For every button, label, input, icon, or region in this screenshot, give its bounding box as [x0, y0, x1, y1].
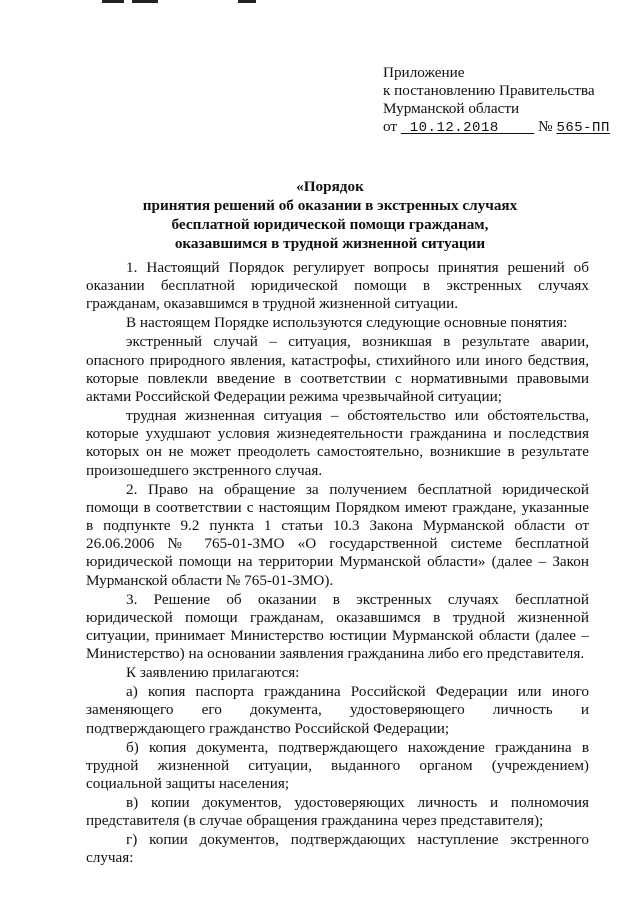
title-line-3: бесплатной юридической помощи гражданам, — [171, 216, 489, 233]
paragraph-2: 2. Право на обращение за получением бесплатной юридической помощи в соответствии с настоящим Порядком имеют граждане, указанные в подпункте 9.2 пункта 1 статьи 10.3 Закона Мурманской области от 26.06.2006 № 765-01-ЗМО «О государственной системе бесплатной юридической помощи на территории Мурманской области» (далее – Закон Мурманской области № 765-01-ЗМО). — [86, 480, 589, 589]
paragraph-1: 1. Настоящий Порядок регулирует вопросы принятия решений об оказании бесплатной юридической помощи в экстренных случаях гражданам, оказавшимся в трудной жизненной ситуации. — [86, 259, 589, 313]
title-line-1: «Порядок — [296, 178, 364, 195]
list-item-a: а) копия паспорта гражданина Российской Федерации или иного заменяющего его документа, удостоверяющего личность и подтверждающего гражданство Российской Федерации; — [86, 683, 589, 737]
paragraph-hardship-definition: трудная жизненная ситуация – обстоятельство или обстоятельства, которые ухудшают условия жизнедеятельности гражданина и последствия которых он не может преодолеть самостоятельно, возникшие в результате произошедшего экстренного случая. — [86, 407, 589, 479]
document-title — [60, 177, 600, 253]
list-item-g: г) копии документов, подтверждающих наступление экстренного случая: — [86, 831, 589, 867]
paragraph-attachments-intro: К заявлению прилагаются: — [126, 664, 300, 682]
paragraph-definitions-intro: В настоящем Порядке используются следующие основные понятия: — [126, 314, 568, 332]
appendix-date-line — [383, 118, 610, 137]
paragraph-emergency-definition: экстренный случай – ситуация, возникшая в результате аварии, опасного природного явления, катастрофы, стихийного или иного бедствия, которые повлекли введение в соответствии с нормативными правовыми актами Российской Федерации режима чрезвычайной ситуации; — [86, 333, 589, 406]
list-item-v: в) копии документов, удостоверяющих личность и полномочия представителя (в случае обращения гражданина через представителя); — [86, 794, 589, 830]
title-line-2: принятия решений об оказании в экстренных случаях — [142, 197, 518, 214]
appendix-label: Приложение — [383, 64, 465, 81]
resolution-number: 565-ПП — [556, 120, 610, 136]
list-item-b: б) копия документа, подтверждающего нахождение гражданина в трудной жизненной ситуации, выданного органом (учреждением) социальной защиты населения; — [86, 738, 589, 793]
paragraph-3: 3. Решение об оказании в экстренных случаях бесплатной юридической помощи гражданам, оказавшимся в трудной жизненной ситуации, принимает Министерство юстиции Мурманской области (далее – Министерство) на основании заявления гражданина либо его представителя. — [86, 590, 589, 663]
date-prefix: от — [383, 118, 398, 135]
appendix-region: Мурманской области — [383, 100, 520, 117]
number-prefix: № — [538, 118, 553, 135]
resolution-date: 10.12.2018 — [409, 120, 499, 136]
title-line-4: оказавшимся в трудной жизненной ситуации — [174, 235, 486, 252]
appendix-reference: к постановлению Правительства — [383, 82, 595, 99]
document-body — [86, 259, 589, 868]
appendix-block — [383, 64, 610, 137]
